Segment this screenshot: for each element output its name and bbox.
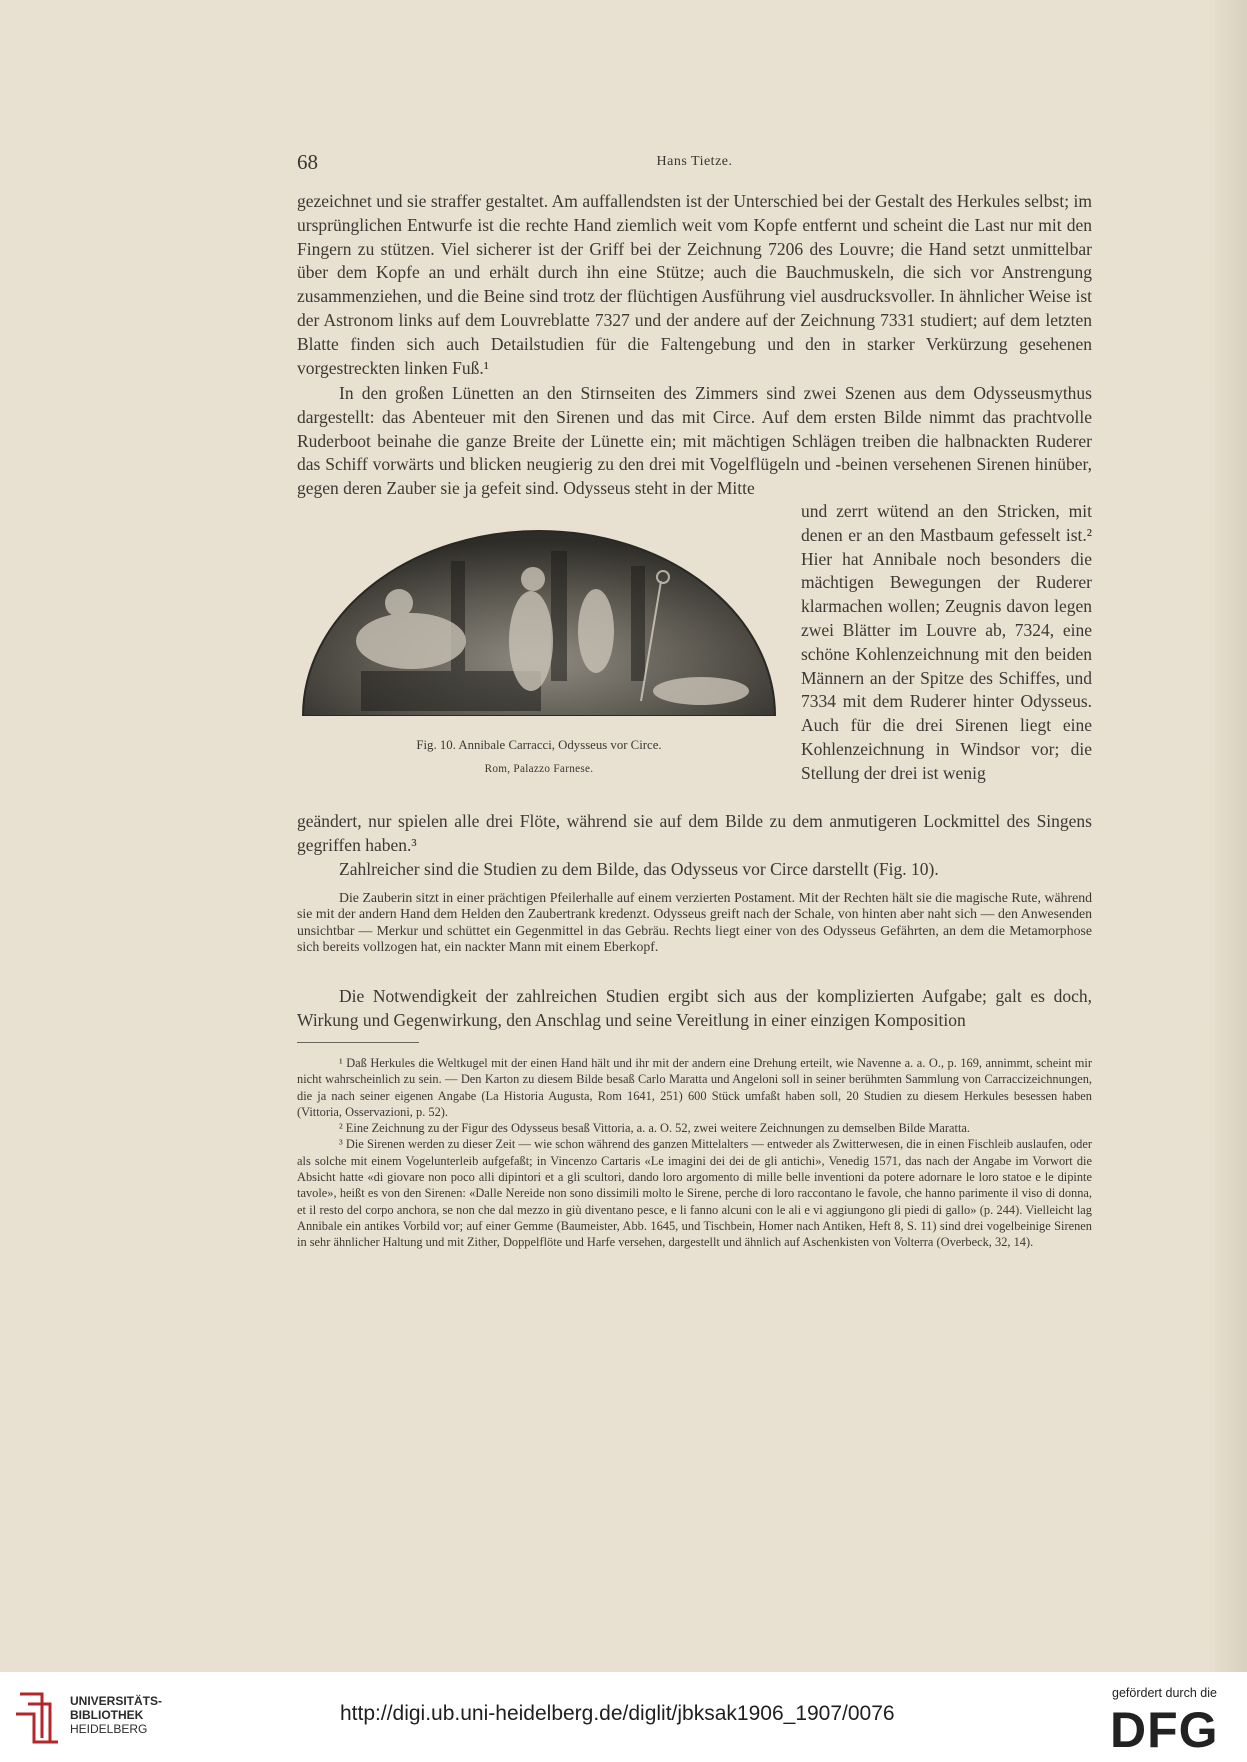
footnote-1: ¹ Daß Herkules die Weltkugel mit der einen Hand hält und ihr mit der andern eine Drehung erteilt, wie Navenne a. a. O., p. 169, annimmt, scheint mir nicht wahrscheinlich zu sein. — Den Karton zu diesem Bilde besaß Carlo Maratta und Angeloni soll in seiner berühmten Sammlung von Carraccizeichnungen, die ja nach seiner eigenen Angabe (La Historia Augusta, Rom 1641, 251) 600 Stück umfaßt haben soll, 20 Studien zu diesem Herkules besessen haben (Vittoria, Osservazioni, p. 52). (297, 1056, 1092, 1119)
paragraph-2-wrap (801, 500, 1092, 786)
dfg-logo: DFG (1110, 1702, 1219, 1758)
page-header (297, 150, 1092, 180)
footnote-3: ³ Die Sirenen werden zu dieser Zeit — wie schon während des ganzen Mittelalters — entweder als Zwitterwesen, die in einen Fischleib auslaufen, oder als solche mit einem Vogelunterleib aufgefaßt; in Vincenzo Cartaris «Le imagini dei dei de gli antichi», Venedig 1571, das nach der Angabe im Vorwort die Absicht hatte «di giovare non poco alli dipintori et a gli scultori, dando loro argomento di mille belle inventioni da potere adornare le loro statoe e le dipinte tavole», heißt es von den Sirenen: «Dalle Nereide non sono dissimili molto le Sirene, perche di loro raccontano le favole, che hanno parimente il viso di donna, et il resto del corpo anchora, se non che dal mezzo in giù diventano pesce, e li fanno alcuni con le ali e vi aggiungono gli piedi di gallo» (p. 244). Vielleicht lag Annibale ein antikes Vorbild vor; auf einer Gemme (Baumeister, Abb. 1645, und Tischbein, Homer nach Antiken, Heft 8, S. 11) sind drei vogelbeinige Sirenen in sehr ähnlicher Haltung und mit Zither, Doppelflöte und Harfe versehen, dargestellt und ähnlich auf Aschenkisten von Volterra (Overbeck, 32, 14). (297, 1137, 1092, 1250)
paragraph-2-end-text: geändert, nur spielen alle drei Flöte, während sie auf dem Bilde zu dem anmutigeren Lockmittel des Singens gegriffen haben.³ (297, 811, 1092, 855)
paragraph-4-text: Die Notwendigkeit der zahlreichen Studien ergibt sich aus der komplizierten Aufgabe; galt es doch, Wirkung und Gegenwirkung, den Anschlag und seine Vereitlung in einer einzigen Komposition (297, 986, 1092, 1030)
paragraph-2-text: In den großen Lünetten an den Stirnseiten des Zimmers sind zwei Szenen aus dem Odysseusmythus dargestellt: das Abenteuer mit den Sirenen und das mit Circe. Auf dem ersten Bilde nimmt das prachtvolle Ruderboot beinahe die ganze Breite der Lünette ein; mit mächtigen Schlägen treiben die halbnackten Ruderer das Schiff vorwärts und blicken neugierig zu den drei mit Vogelflügeln und -beinen versehenen Sirenen hinüber, gegen deren Zauber sie ja gefeit sind. Odysseus steht in der Mitte (297, 383, 1092, 499)
paragraph-1-text: gezeichnet und sie straffer gestaltet. Am auffallendsten ist der Unterschied bei der Gestalt des Herkules selbst; im ursprünglichen Entwurfe ist die rechte Hand ziemlich weit vom Kopfe entfernt und scheint die Last nur mit den Fingern zu stützen. Viel sicherer ist der Griff bei der Zeichnung 7206 des Louvre; die Hand setzt unmittelbar über dem Kopfe an und erhält durch ihn eine Stütze; auch die Bauchmuskeln, die sich vor Anstrengung zusammenziehen, und die Beine sind trotz der flüchtigen Ausführung viel ausdrucksvoller. In ähnlicher Weise ist der Astronom links auf dem Louvreblatte 7327 und der andere auf der Zeichnung 7331 studiert; auf dem letzten Blatte finden sich auch Detailstudien für die Faltengebung und den in starker Verkürzung gesehenen vorgestreckten linken Fuß.¹ (297, 191, 1092, 378)
paragraph-3 (297, 858, 1092, 882)
page-number: 68 (297, 150, 318, 174)
figure-location: Rom, Palazzo Farnese. (484, 763, 594, 775)
university-library-logo-icon (12, 1686, 66, 1746)
figure-caption: Fig. 10. Annibale Carracci, Odysseus vor Circe. (416, 738, 662, 752)
paragraph-2-end (297, 810, 1092, 858)
lunette-painting (301, 521, 777, 716)
description-block (297, 890, 1092, 956)
footnote-rule (297, 1042, 419, 1043)
institution-line-3: HEIDELBERG (70, 1722, 148, 1736)
paragraph-1 (297, 190, 1092, 380)
permalink-url[interactable]: http://digi.ub.uni-heidelberg.de/diglit/jbksak1906_1907/0076 (340, 1702, 895, 1725)
footnotes (297, 1055, 1092, 1251)
paragraph-2 (297, 382, 1092, 501)
institution-line-2: BIBLIOTHEK (70, 1708, 144, 1722)
institution-line-1: UNIVERSITÄTS- (70, 1694, 163, 1708)
institution-name (70, 1694, 162, 1736)
sponsor-text: gefördert durch die (1112, 1686, 1217, 1700)
paragraph-2-wrap-text: und zerrt wütend an den Stricken, mit denen er an den Mastbaum gefesselt ist.² Hier hat Annibale noch besonders die mächtigen Bewegungen der Ruderer klarmachen wollen; Zeugnis davon legen zwei Blätter im Louvre ab, 7324, eine schöne Kohlenzeichnung mit den beiden Männern an der Spitze des Schiffes, und 7334 mit dem Ruderer hinter Odysseus. Auch für die drei Sirenen liegt eine Kohlenzeichnung in Windsor vor; die Stellung der drei ist wenig (801, 501, 1092, 783)
description-text: Die Zauberin sitzt in einer prächtigen Pfeilerhalle auf einem verzierten Postament. Mit der Rechten hält sie die magische Rute, während sie mit der andern Hand dem Helden den Zaubertrank kredenzt. Odysseus greift nach der Schale, von hinten aber naht sich — den Anwesenden unsichtbar — Merkur und schüttet ein Gegenmittel in das Gebräu. Rechts liegt einer von des Odysseus Gefährten, an dem die Metamorphose sich bereits vollzogen hat, ein nackter Mann mit einem Eberkopf. (297, 890, 1092, 955)
paragraph-4 (297, 985, 1092, 1033)
footnote-2: ² Eine Zeichnung zu der Figur des Odysseus besaß Vittoria, a. a. O. 52, zwei weitere Zeichnungen zu demselben Bilde Maratta. (339, 1121, 971, 1136)
running-head: Hans Tietze. (656, 154, 733, 169)
page-edge-shadow (1207, 0, 1247, 1672)
paragraph-3-text: Zahlreicher sind die Studien zu dem Bilde, das Odysseus vor Circe darstellt (Fig. 10). (339, 859, 939, 879)
footer-bar (0, 1672, 1247, 1762)
